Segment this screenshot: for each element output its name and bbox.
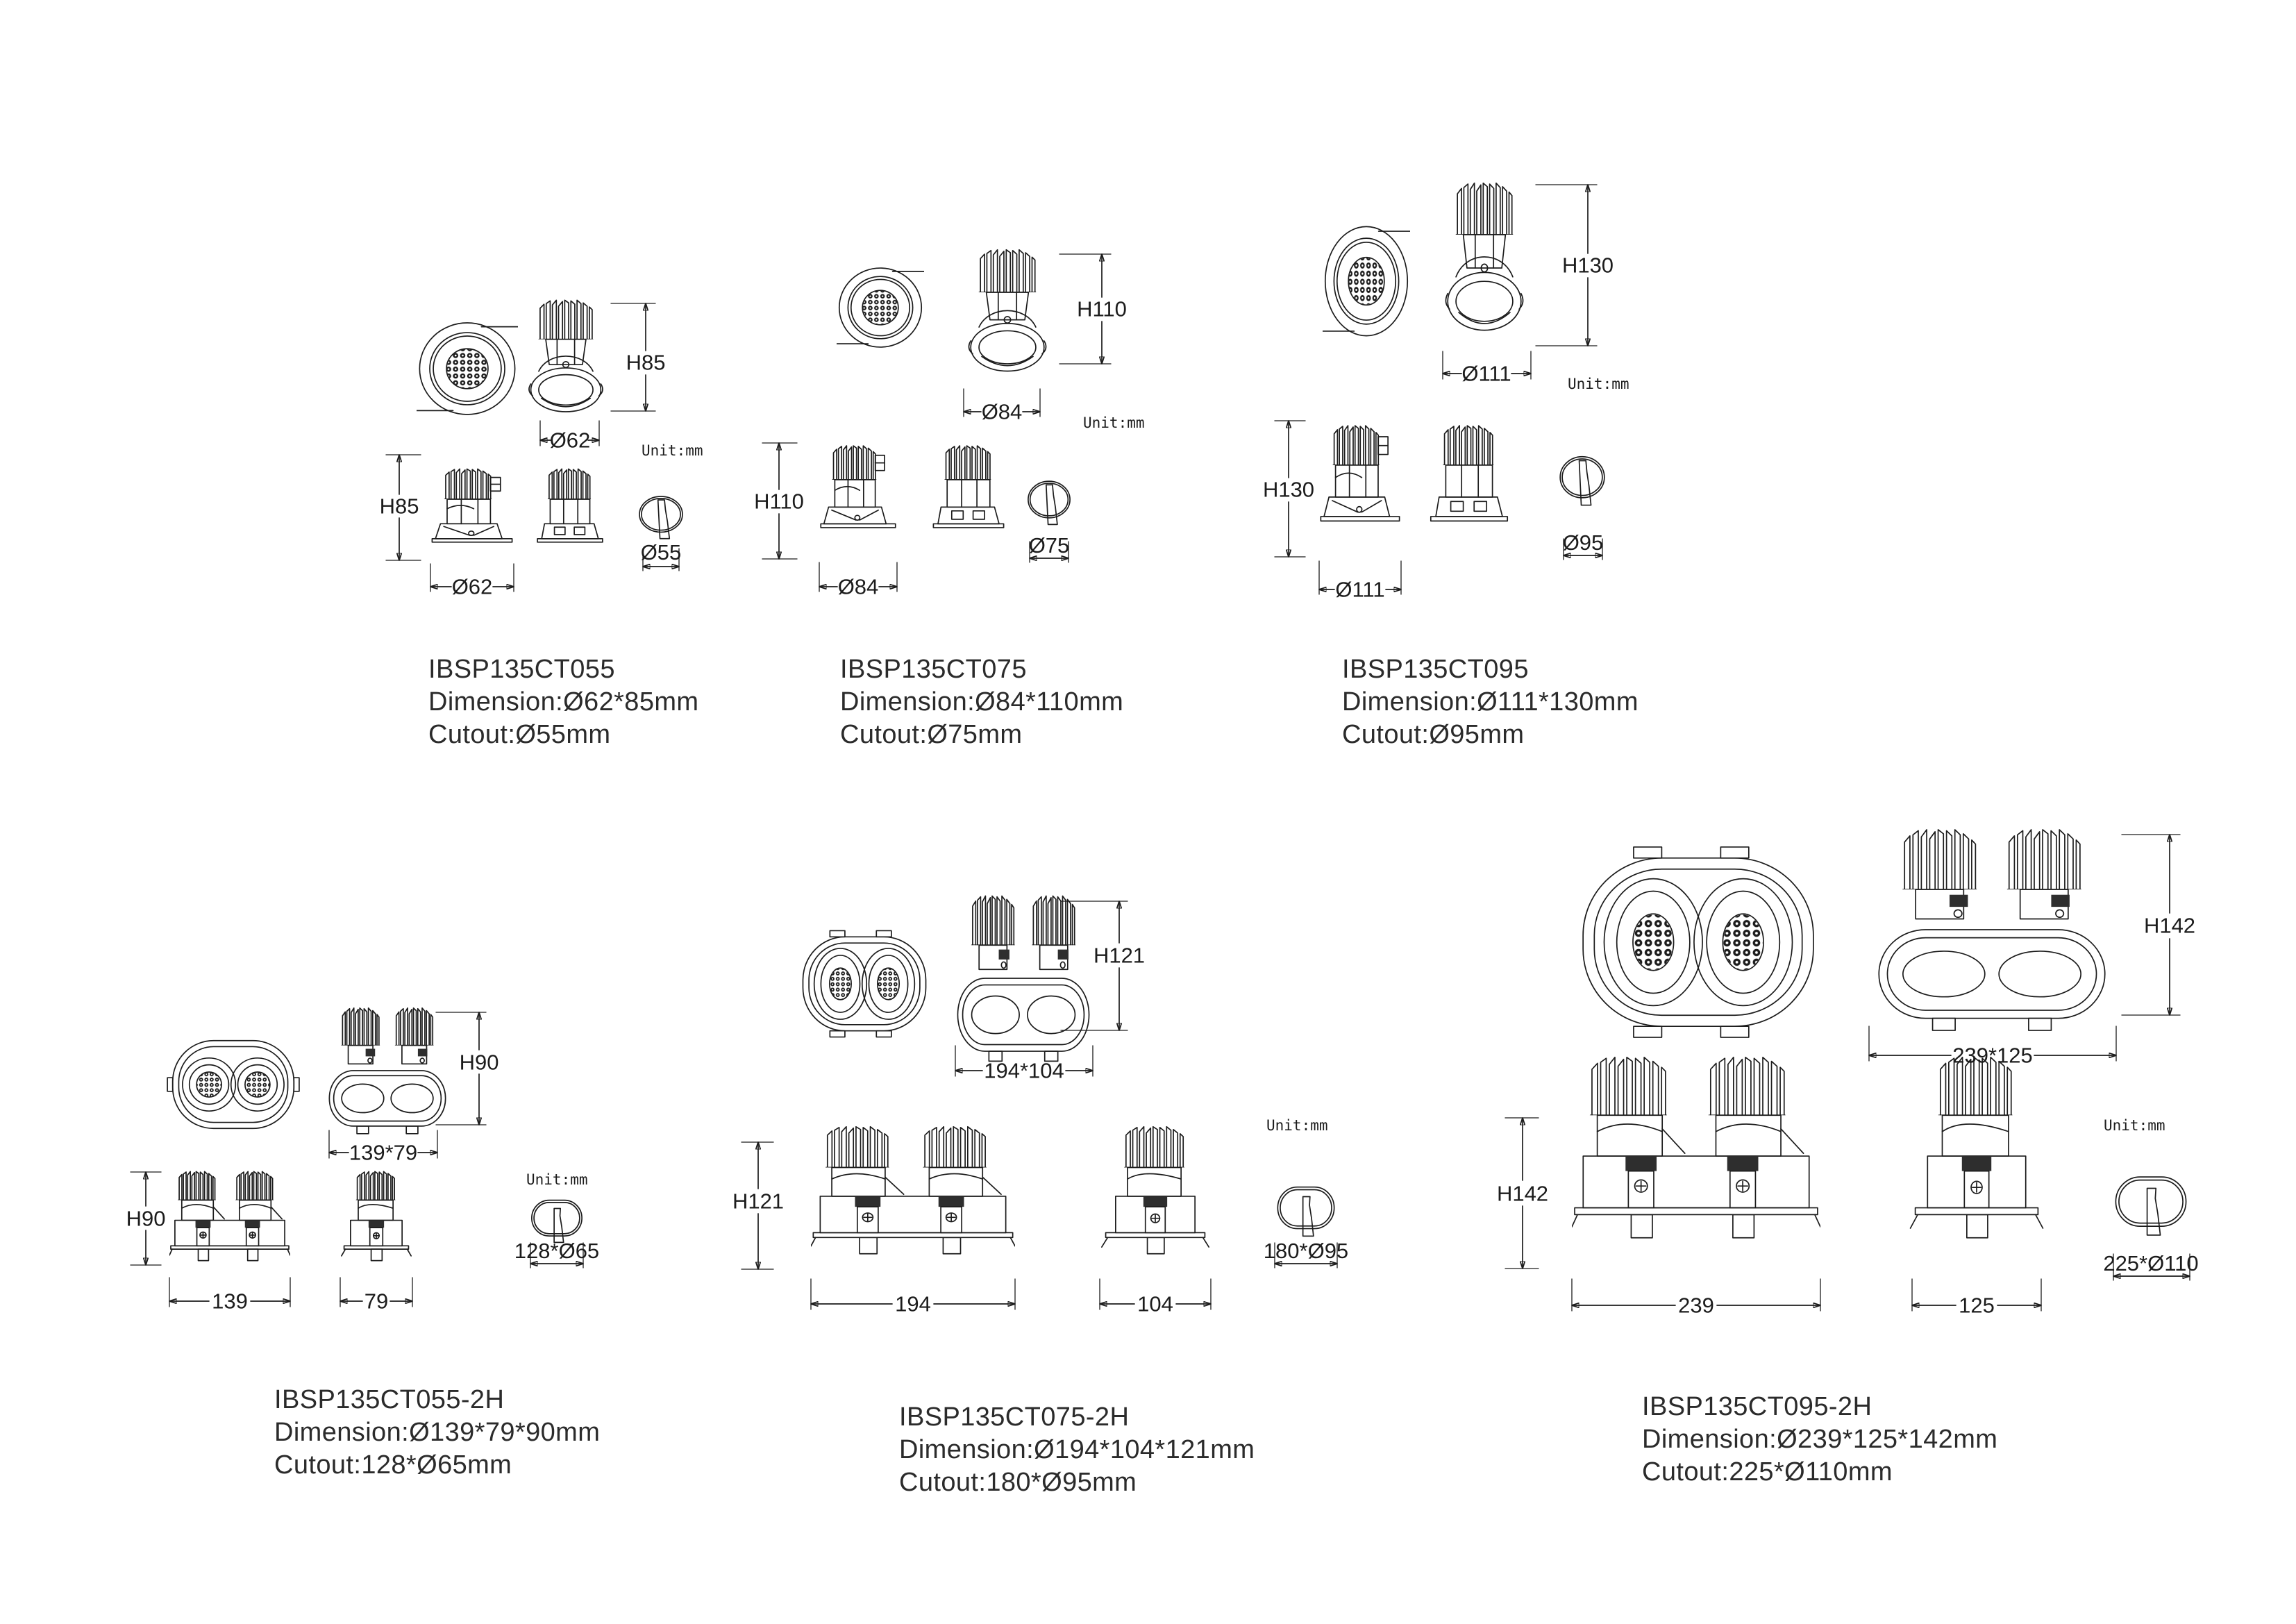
dim-cutout: 180*Ø95: [1263, 1239, 1349, 1263]
dim-height-top: H85: [626, 350, 666, 375]
dim-height-side: H90: [126, 1206, 166, 1231]
drawing-IBSP135CT055-2H: [125, 993, 604, 1319]
unit-label: Unit:mm: [1266, 1117, 1328, 1134]
front-view: [803, 930, 925, 1037]
cutout-spec: Cutout:Ø75mm: [840, 720, 1023, 749]
dim-footprint-top: 139*79: [349, 1140, 418, 1165]
perspective-view: [529, 300, 603, 412]
unit-label: Unit:mm: [1083, 415, 1145, 431]
dimension-spec: Dimension:Ø62*85mm: [428, 687, 699, 717]
product-caption: [1342, 653, 1639, 751]
dim-width-side: 239: [1678, 1293, 1714, 1318]
product-caption: [274, 1384, 600, 1482]
front-view: [837, 268, 924, 347]
unit-label: Unit:mm: [2104, 1117, 2165, 1134]
dim-footprint-top: 239*125: [1952, 1043, 2033, 1068]
front-view: [417, 323, 518, 415]
end-view: [342, 1171, 411, 1260]
cutout-view: [639, 496, 682, 539]
dim-diameter-side: Ø84: [837, 574, 879, 599]
perspective-view: [329, 1008, 445, 1134]
cutout-view: [1028, 481, 1070, 524]
perspective-view: [957, 896, 1089, 1061]
dim-diameter-side: Ø62: [451, 574, 493, 599]
cutout-view: [1277, 1187, 1334, 1237]
front-view: [1583, 847, 1813, 1037]
cutout-view: [1560, 457, 1604, 505]
dimension-spec: Dimension:Ø194*104*121mm: [899, 1435, 1255, 1464]
perspective-view: [969, 250, 1046, 371]
cutout-spec: Cutout:Ø95mm: [1342, 720, 1525, 749]
side-view: [1572, 1057, 1820, 1238]
side-view-bracket: [1321, 426, 1399, 521]
side-view-bracket: [821, 446, 896, 528]
cutout-spec: Cutout:128*Ø65mm: [274, 1450, 512, 1480]
cutout-view: [532, 1200, 582, 1243]
perspective-view: [1879, 830, 2104, 1030]
end-view: [1102, 1127, 1209, 1254]
cutout-view: [2115, 1177, 2186, 1235]
cutout-spec: Cutout:Ø55mm: [428, 720, 611, 749]
dim-cutout: Ø95: [1562, 530, 1604, 555]
unit-label: Unit:mm: [642, 442, 703, 459]
dimension-spec: Dimension:Ø139*79*90mm: [274, 1418, 601, 1447]
dim-diameter-top: Ø84: [981, 399, 1023, 424]
dim-diameter-side: Ø111: [1335, 577, 1385, 602]
side-view: [811, 1127, 1015, 1254]
side-view-plain: [1431, 426, 1507, 521]
dim-height-side: H121: [732, 1189, 785, 1214]
dim-footprint-top: 194*104: [984, 1058, 1064, 1083]
dim-height-top: H130: [1561, 253, 1614, 278]
dim-height-side: H142: [1496, 1181, 1549, 1206]
model-number: IBSP135CT075-2H: [899, 1403, 1130, 1432]
drawing-IBSP135CT075: [750, 222, 1153, 611]
dim-width-side: 194: [895, 1291, 931, 1316]
drawing-IBSP135CT095: [1260, 132, 1639, 612]
side-view: [169, 1171, 290, 1260]
dim-height-top: H142: [2143, 913, 2196, 938]
dim-height-top: H110: [1077, 296, 1127, 321]
dim-diameter-top: Ø62: [549, 428, 591, 453]
drawing-IBSP135CT095-2H: [1486, 823, 2232, 1330]
dim-height-top: H121: [1093, 943, 1146, 968]
dim-diameter-top: Ø111: [1461, 361, 1511, 386]
dim-height-top: H90: [459, 1050, 499, 1075]
drawing-IBSP135CT075-2H: [729, 882, 1361, 1333]
model-number: IBSP135CT055-2H: [274, 1385, 505, 1414]
dim-cutout: Ø55: [640, 540, 682, 564]
perspective-view: [1446, 183, 1523, 330]
dim-depth-side: 125: [1959, 1293, 1995, 1318]
side-view-plain: [933, 446, 1003, 528]
front-view: [1323, 226, 1410, 335]
side-view-bracket: [432, 469, 512, 542]
end-view: [1911, 1057, 2043, 1238]
drawing-IBSP135CT055: [368, 278, 715, 608]
cutout-spec: Cutout:180*Ø95mm: [899, 1468, 1137, 1497]
dim-height-side: H85: [379, 494, 419, 519]
front-view: [167, 1041, 299, 1129]
model-number: IBSP135CT055: [428, 655, 615, 684]
side-view-plain: [537, 469, 603, 542]
model-number: IBSP135CT075: [840, 655, 1027, 684]
dim-depth-side: 104: [1137, 1291, 1173, 1316]
product-caption: [428, 653, 698, 751]
unit-label: Unit:mm: [526, 1171, 588, 1188]
cutout-spec: Cutout:225*Ø110mm: [1642, 1457, 1893, 1487]
product-caption: [840, 653, 1123, 751]
dim-width-side: 139: [212, 1289, 248, 1314]
dim-height-side: H110: [754, 489, 804, 514]
dimension-spec: Dimension:Ø239*125*142mm: [1642, 1425, 1998, 1454]
dimension-spec: Dimension:Ø111*130mm: [1342, 687, 1639, 717]
dim-cutout: 225*Ø110: [2103, 1251, 2199, 1275]
dim-cutout: 128*Ø65: [514, 1239, 600, 1263]
dim-height-side: H130: [1262, 477, 1315, 502]
model-number: IBSP135CT095-2H: [1642, 1392, 1872, 1421]
product-caption: [1642, 1391, 1997, 1489]
dimension-spec: Dimension:Ø84*110mm: [840, 687, 1124, 717]
product-caption: [899, 1401, 1255, 1499]
dim-cutout: Ø75: [1028, 533, 1070, 558]
dim-depth-side: 79: [364, 1289, 389, 1314]
unit-label: Unit:mm: [1568, 376, 1629, 392]
model-number: IBSP135CT095: [1342, 655, 1529, 684]
